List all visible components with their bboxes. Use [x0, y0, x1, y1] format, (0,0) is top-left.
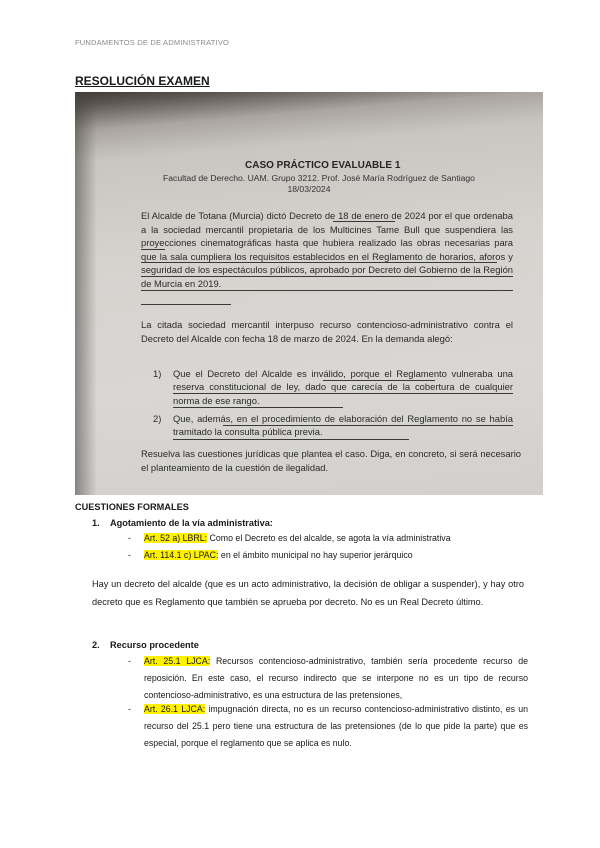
pen-underline	[223, 425, 513, 426]
bullet-item	[128, 547, 528, 564]
item-number: 1.	[92, 518, 100, 528]
bullet-text: Como el Decreto es del alcalde, se agota la vía administrativa	[207, 533, 451, 543]
exam-sheet	[75, 92, 543, 495]
article-reference: Art. 52 a) LBRL:	[144, 533, 208, 543]
article-reference: Art. 114.1 c) LPAC:	[144, 550, 219, 560]
bullet-dash: -	[128, 656, 131, 666]
article-reference: Art. 25.1 LJCA:	[144, 656, 211, 666]
pen-underline	[141, 290, 513, 291]
exam-heading: CASO PRÁCTICO EVALUABLE 1	[245, 160, 401, 171]
bullet-item	[128, 530, 528, 547]
pen-underline	[173, 407, 343, 408]
bullet-text: impugnación directa, no es un recurso contencioso-administrativo distinto, es un recurso del 25.1 pero tiene una estructura de las pretensiones (de lo que pide la parte) que es especial, porque el reglamento que se aplica es nulo.	[144, 704, 529, 748]
bullet-dash: -	[128, 704, 131, 714]
explanation-paragraph: Hay un decreto del alcalde (que es un acto administrativo, la decisión de obligar a suspender), y hay otro decreto que es Reglamento que también se aprueba por decreto. No es un Real Decreto último.	[92, 579, 524, 607]
exam-item-text: Que, además, en el procedimiento de elaboración del Reglamento no se había tramitado la consulta pública previa.	[173, 413, 513, 438]
pen-underline	[141, 249, 165, 250]
exam-item-text: Que el Decreto del Alcalde es inválido, porque el Reglamento vulneraba una reserva constitucional de ley, dado que carecía de la cobertura de cualquier norma de ese rango.	[173, 368, 513, 406]
exam-item-number: 1)	[153, 368, 162, 379]
pen-underline	[323, 380, 435, 381]
exam-item-1	[153, 367, 513, 407]
section-title: CUESTIONES FORMALES	[75, 502, 189, 512]
bullet-dash: -	[128, 533, 131, 543]
item-2-heading	[92, 640, 199, 650]
pen-underline	[141, 304, 231, 305]
bullet-text: en el ámbito municipal no hay superior jerárquico	[218, 550, 413, 560]
exam-paragraph-1: El Alcalde de Totana (Murcia) dictó Decreto de 18 de enero de 2024 por el que ordenaba a la sociedad mercantil propietaria de los Multicines Tame Bull que suspendiera las proyecciones cinematográficas hasta que hubiera realizado las obras necesarias para que la sala cumpliera los requisitos establecidos en el Reglamento de horarios, aforos y seguridad de los espectáculos públicos, aprobado por Decreto del Gobierno de la Región de Murcia en 2019.	[141, 210, 513, 289]
item-title: Agotamiento de la vía administrativa:	[110, 518, 273, 528]
exam-paragraph-2: La citada sociedad mercantil interpuso recurso contencioso-administrativo contra el Decreto del Alcalde con fecha 18 de marzo de 2024. En la demanda alegó:	[141, 319, 513, 344]
article-reference: Art. 26.1 LJCA:	[144, 704, 206, 714]
page-header: FUNDAMENTOS DE DE ADMINISTRATIVO	[75, 38, 230, 47]
exam-item-number: 2)	[153, 413, 162, 424]
exam-photo	[75, 92, 543, 495]
pen-underline	[141, 276, 513, 277]
exam-date: 18/03/2024	[287, 184, 331, 194]
pen-underline	[333, 221, 395, 222]
bullet-item	[128, 701, 528, 752]
item-title: Recurso procedente	[110, 640, 199, 650]
bullet-item	[128, 653, 528, 704]
item-1-heading	[92, 518, 273, 528]
exam-paragraph-3: Resuelva las cuestiones jurídicas que plantea el caso. Diga, en concreto, si será necesario el planteamiento de la cuestión de ilegalidad.	[141, 448, 521, 473]
exam-subheading: Facultad de Derecho. UAM. Grupo 3212. Prof. José María Rodríguez de Santiago	[163, 173, 475, 183]
bullet-text: Recursos contencioso-administrativo, también sería procedente recurso de reposición. En este caso, el recurso indirecto que se interpone no es un tipo de recurso contencioso-administrativo, es una estructura de las pretensiones,	[144, 656, 529, 700]
pen-underline	[173, 439, 409, 440]
bullet-dash: -	[128, 550, 131, 560]
document-title: RESOLUCIÓN EXAMEN	[75, 74, 210, 88]
item-number: 2.	[92, 640, 100, 650]
pen-underline	[173, 393, 513, 394]
pen-underline	[141, 262, 497, 263]
